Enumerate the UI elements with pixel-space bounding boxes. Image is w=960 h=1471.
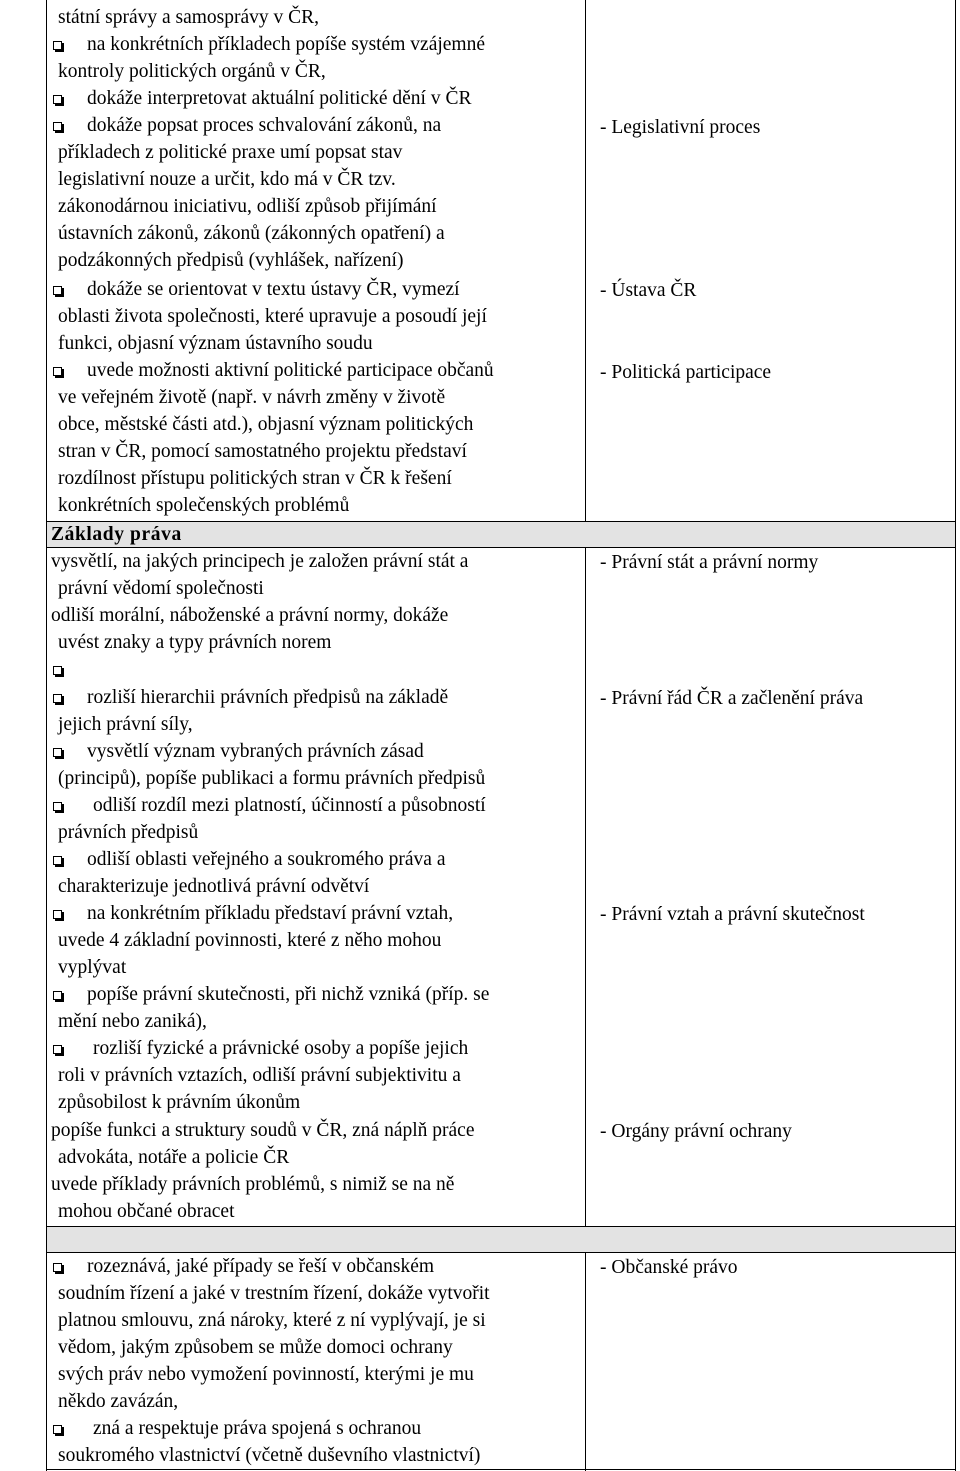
checkbox-bullet-icon — [53, 41, 62, 50]
text-line: jejich právní síly, — [58, 714, 193, 735]
checkbox-bullet-icon — [53, 666, 62, 675]
text-line: oblasti života společnosti, které upravuje a posoudí její — [58, 306, 487, 327]
text-line: funkci, objasní význam ústavního soudu — [58, 333, 373, 354]
topic-label: - Legislativní proces — [600, 117, 761, 138]
text-line: mění nebo zaniká), — [58, 1011, 207, 1032]
checkbox-bullet-icon — [53, 95, 62, 104]
text-line: uvede 4 základní povinnosti, které z něho mohou — [58, 930, 442, 951]
text-line: advokáta, notáře a policie ČR — [58, 1147, 290, 1168]
text-line: uvede možnosti aktivní politické participace občanů — [87, 360, 494, 381]
text-line: odliší oblasti veřejného a soukromého práva a — [87, 849, 446, 870]
text-line: podzákonných předpisů (vyhlášek, nařízení) — [58, 250, 404, 271]
text-line: na konkrétním příkladu představí právní vztah, — [87, 903, 454, 924]
text-line: rozliší fyzické a právnické osoby a popíše jejich — [93, 1038, 469, 1059]
text-line: na konkrétních příkladech popíše systém vzájemné — [87, 34, 485, 55]
topic-label: - Politická participace — [600, 362, 772, 383]
text-line: obce, městské části atd.), objasní význam politických — [58, 414, 474, 435]
text-line: zná a respektuje práva spojená s ochranou — [93, 1418, 422, 1439]
checkbox-bullet-icon — [53, 694, 62, 703]
text-line: právních předpisů — [58, 822, 199, 843]
text-line: konkrétních společenských problémů — [58, 495, 350, 516]
section-heading: Základy práva — [51, 524, 182, 545]
text-line: vyplývat — [58, 957, 127, 978]
text-line: zákonodárnou iniciativu, odliší způsob přijímání — [58, 196, 437, 217]
text-line: dokáže se orientovat v textu ústavy ČR, vymezí — [87, 279, 460, 300]
text-line: někdo zavázán, — [58, 1391, 179, 1412]
checkbox-bullet-icon — [53, 991, 62, 1000]
section-row-shade — [47, 521, 955, 547]
table-border-right — [955, 0, 956, 1471]
text-line: (principů), popíše publikaci a formu právních předpisů — [58, 768, 486, 789]
text-line: ústavních zákonů, zákonů (zákonných opatření) a — [58, 223, 445, 244]
table-border-bottom — [46, 1469, 956, 1470]
text-line: uvede příklady právních problémů, s nimiž se na ně — [51, 1174, 455, 1195]
text-line: legislativní nouze a určit, kdo má v ČR tzv. — [58, 169, 396, 190]
blank-row-shade — [47, 1227, 955, 1252]
topic-label: - Ústava ČR — [600, 280, 697, 301]
text-line: soudním řízení a jaké v trestním řízení, dokáže vytvořit — [58, 1283, 490, 1304]
text-line: popíše funkci a struktury soudů v ČR, zná náplň práce — [51, 1120, 475, 1141]
text-line: odliší morální, náboženské a právní normy, dokáže — [51, 605, 449, 626]
text-line: mohou občané obracet — [58, 1201, 235, 1222]
text-line: platnou smlouvu, zná nároky, které z ní vyplývají, je si — [58, 1310, 486, 1331]
text-line: dokáže popsat proces schvalování zákonů, na — [87, 115, 442, 136]
text-line: charakterizuje jednotlivá právní odvětví — [58, 876, 370, 897]
checkbox-bullet-icon — [53, 286, 62, 295]
topic-label: - Právní řád ČR a začlenění práva — [600, 688, 864, 709]
text-line: státní správy a samosprávy v ČR, — [58, 7, 320, 28]
checkbox-bullet-icon — [53, 910, 62, 919]
text-line: dokáže interpretovat aktuální politické dění v ČR — [87, 88, 472, 109]
checkbox-bullet-icon — [53, 122, 62, 131]
topic-label: - Právní stát a právní normy — [600, 552, 819, 573]
checkbox-bullet-icon — [53, 1045, 62, 1054]
checkbox-bullet-icon — [53, 1425, 62, 1434]
text-line: kontroly politických orgánů v ČR, — [58, 61, 326, 82]
text-line: ve veřejném životě (např. v návrh změny v životě — [58, 387, 446, 408]
checkbox-bullet-icon — [53, 367, 62, 376]
text-line: stran v ČR, pomocí samostatného projektu představí — [58, 441, 467, 462]
text-line: způsobilost k právním úkonům — [58, 1092, 301, 1113]
text-line: vědom, jakým způsobem se může domoci ochrany — [58, 1337, 453, 1358]
text-line: právní vědomí společnosti — [58, 578, 264, 599]
checkbox-bullet-icon — [53, 856, 62, 865]
text-line: příkladech z politické praxe umí popsat stav — [58, 142, 403, 163]
text-line: vysvětlí, na jakých principech je založen právní stát a — [51, 551, 469, 572]
section-row-top — [46, 521, 956, 522]
text-line: svých práv nebo vymožení povinností, kterými je mu — [58, 1364, 474, 1385]
text-line: soukromého vlastnictví (včetně duševního vlastnictví) — [58, 1445, 481, 1466]
text-line: odliší rozdíl mezi platností, účinností a působností — [93, 795, 486, 816]
topic-label: - Právní vztah a právní skutečnost — [600, 904, 865, 925]
text-line: rozliší hierarchii právních předpisů na základě — [87, 687, 449, 708]
checkbox-bullet-icon — [53, 802, 62, 811]
checkbox-bullet-icon — [53, 1263, 62, 1272]
text-line: vysvětlí význam vybraných právních zásad — [87, 741, 424, 762]
topic-label: - Občanské právo — [600, 1257, 738, 1278]
text-line: roli v právních vztazích, odliší právní subjektivitu a — [58, 1065, 461, 1086]
text-line: uvést znaky a typy právních norem — [58, 632, 332, 653]
text-line: rozeznává, jaké případy se řeší v občanském — [87, 1256, 435, 1277]
text-line: rozdílnost přístupu politických stran v ČR k řešení — [58, 468, 452, 489]
text-line: popíše právní skutečnosti, při nichž vzniká (příp. se — [87, 984, 490, 1005]
checkbox-bullet-icon — [53, 748, 62, 757]
topic-label: - Orgány právní ochrany — [600, 1121, 792, 1142]
